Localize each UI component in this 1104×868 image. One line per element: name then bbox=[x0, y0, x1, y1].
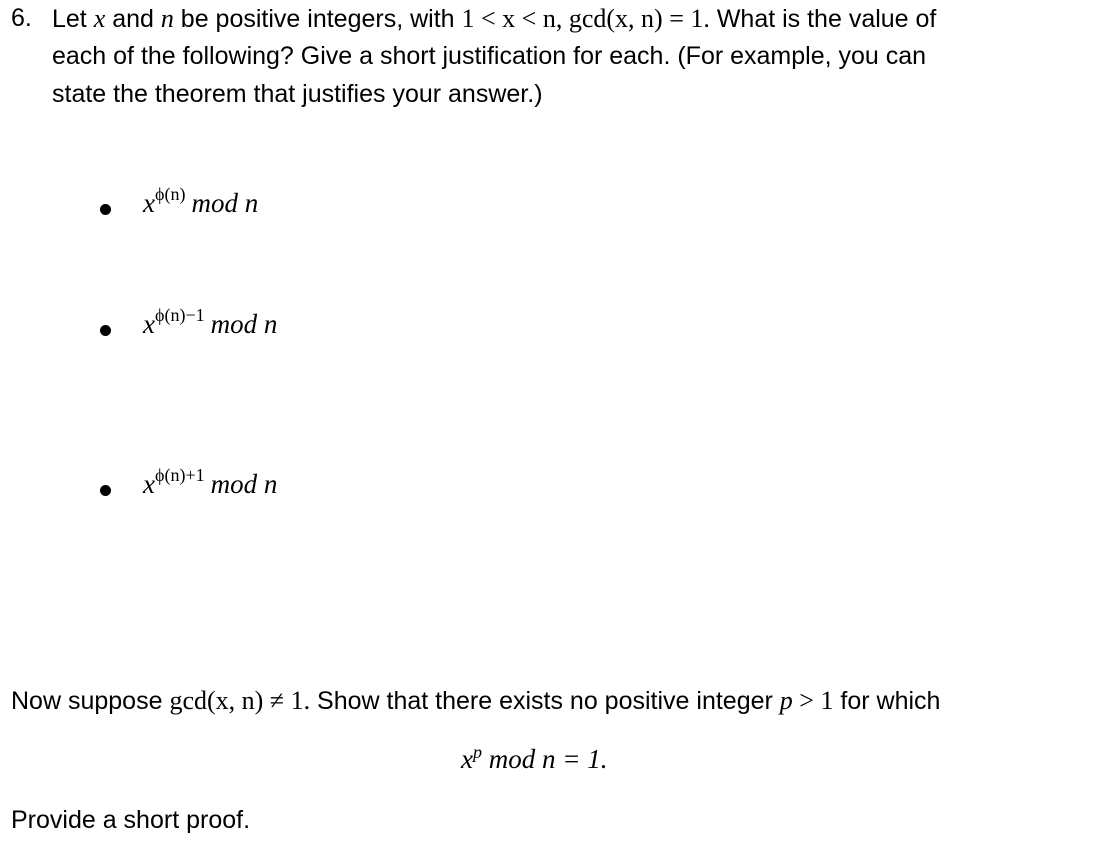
exponent-p: p bbox=[472, 742, 482, 762]
p-condition: > 1 bbox=[792, 686, 834, 715]
mod-n: mod n bbox=[191, 188, 259, 218]
math-condition: gcd(x, n) ≠ 1. bbox=[169, 686, 311, 715]
math-condition: 1 < x < n, gcd(x, n) = 1. bbox=[461, 4, 710, 33]
part2-statement bbox=[11, 686, 940, 716]
var-p: p bbox=[779, 686, 793, 715]
exponent: ϕ(n)+1 bbox=[154, 465, 205, 485]
mod-expression: mod n = 1. bbox=[488, 744, 608, 774]
bullet-dot bbox=[100, 325, 111, 336]
question-line-2: each of the following? Give a short justification for each. (For example, you can bbox=[52, 42, 927, 70]
exponent: ϕ(n) bbox=[154, 184, 186, 204]
closing-instruction: Provide a short proof. bbox=[11, 806, 251, 834]
bullet-expression bbox=[143, 305, 278, 340]
question-number: 6. bbox=[11, 4, 32, 32]
base-x: x bbox=[461, 744, 473, 774]
bullet-expression bbox=[143, 465, 278, 500]
var-x: x bbox=[93, 4, 106, 33]
bullet-expression bbox=[143, 184, 259, 219]
exponent: ϕ(n)−1 bbox=[154, 305, 205, 325]
base-x: x bbox=[143, 469, 155, 499]
bullet-dot bbox=[100, 485, 111, 496]
mod-n: mod n bbox=[210, 469, 278, 499]
var-n: n bbox=[160, 4, 174, 33]
text-segment: and bbox=[105, 5, 161, 33]
base-x: x bbox=[143, 309, 155, 339]
mod-n: mod n bbox=[210, 309, 278, 339]
bullet-dot bbox=[100, 204, 111, 215]
text-segment: What is the value of bbox=[709, 5, 937, 33]
text-segment: for which bbox=[833, 687, 941, 715]
text-segment: be positive integers, with bbox=[173, 5, 462, 33]
text-segment: Show that there exists no positive integer bbox=[310, 687, 780, 715]
display-equation bbox=[461, 744, 607, 775]
text-segment: Let bbox=[52, 5, 94, 33]
question-line-3: state the theorem that justifies your answer.) bbox=[52, 80, 543, 108]
question-line-1 bbox=[52, 4, 936, 34]
text-segment: Now suppose bbox=[11, 687, 170, 715]
base-x: x bbox=[143, 188, 155, 218]
